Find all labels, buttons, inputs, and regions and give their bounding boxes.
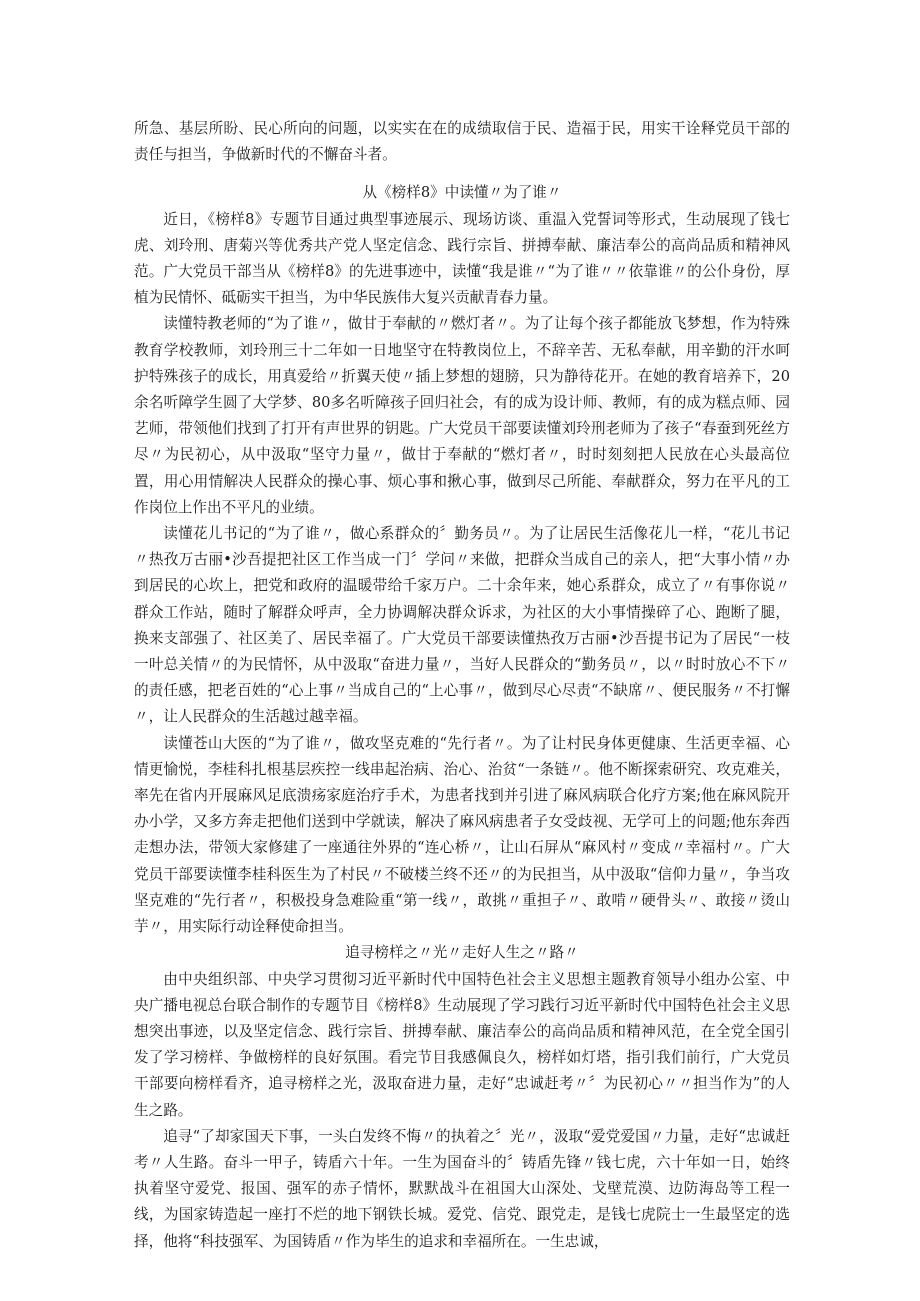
section1-paragraph: 读懂花儿书记的“为了谁〃，做心系群众的〞勤务员〃。为了让居民生活像花儿一样，“花儿书记〃热孜万古丽•沙吾提把社区工作当成一门〞学问〃来做，把群众当成自己的亲人，把“大事小情〃办到居民的心坎上，把党和政府的温暖带给千家万户。二十余年来，她心系群众，成立了〃有事你说〃群众工作站，随时了解群众呼声，全力协调解决群众诉求，为社区的大小事情操碎了心、跑断了腿，换来支部强了、社区美了、居民幸福了。广大党员干部要读懂热孜万古丽•沙吾提书记为了居民“一枝一叶总关情〃的为民情怀，从中汲取“奋进力量〃，当好人民群众的“勤务员〃，以〃时时放心不下〃的责任感，把老百姓的“心上事〃当成自己的“上心事〃，做到尽心尽责“不缺席〃、便民服务〃不打懈〃，让人民群众的生活越过越幸福。 — [134, 525, 790, 726]
section1-paragraph: 读懂苍山大医的“为了谁〃，做攻坚克难的“先行者〃。为了让村民身体更健康、生活更幸福、心情更愉悦，李桂科扎根基层疾控一线串起治病、治心、治贫“一条链〃。他不断探索研究、攻克难关，率先在省内开展麻风足底溃疡家庭治疗手术，为患者找到并引进了麻风病联合化疗方案;他在麻风院开办小学，又多方奔走把他们送到中学就读，解决了麻风病患者子女受歧视、无学可上的问题;他东奔西走想办法，带领大家修建了一座通往外界的“连心桥〃，让山石屏从“麻风村〃变成〃幸福村〃。广大党员干部要读懂李桂科医生为了村民〃不破楼兰终不还〃的为民担当，从中汲取“信仰力量〃，争当攻坚克难的“先行者〃，积极投身急难险重“第一线〃，敢挑〃重担子〃、敢啃〃硬骨头〃、敢接〃烫山芋〃，用实际行动诠释使命担当。 — [134, 734, 790, 936]
section1-paragraph: 近日，《榜样8》专题节目通过典型事迹展示、现场访谈、重温入党誓词等形式，生动展现了钱七虎、刘玲刑、唐菊兴等优秀共产党人坚定信念、践行宗旨、拼搏奉献、廉洁奉公的高尚品质和精神风范。广大党员干部当从《榜样8》的先进事迹中，读懂“我是谁〃“为了谁〃〃依靠谁〃的公仆身份，厚植为民情怀、砥砺实干担当，为中华民族伟大复兴贡献青春力量。 — [134, 210, 790, 307]
section2-paragraph: 由中央组织部、中央学习贯彻习近平新时代中国特色社会主义思想主题教育领导小组办公室、中央广播电视总台联合制作的专题节目《榜样8》生动展现了学习践行习近平新时代中国特色社会主义思想突出事迹，以及坚定信念、践行宗旨、拼搏奉献、廉洁奉公的高尚品质和精神风范，在全党全国引发了学习榜样、争做榜样的良好氛围。看完节目我感佩良久，榜样如灯塔，指引我们前行，广大党员干部要向榜样看齐，追寻榜样之光，汲取奋进力量，走好“忠诚赶考〃〞为民初心〃〃担当作为”的人生之路。 — [134, 970, 790, 1119]
section2-title: 追寻榜样之〃光〃走好人生之〃路〃 — [345, 944, 579, 962]
section1-paragraph: 读懂特教老师的“为了谁〃，做甘于奉献的〃燃灯者〃。为了让每个孩子都能放飞梦想，作为特殊教育学校教师，刘玲刑三十二年如一日地坚守在特教岗位上，不辞辛苦、无私奉献，用辛勤的汗水呵护特殊孩子的成长，用真爱给〃折翼天使〃插上梦想的翅膀，只为静待花开。在她的教育培养下，20余名听障学生圆了大学梦、80多名听障孩子回归社会，有的成为设计师、教师，有的成为糕点师、园艺师，带领他们找到了打开有声世界的钥匙。广大党员干部要读懂刘玲刑老师为了孩子“春蚕到死丝方尽〃为民初心，从中汲取“坚守力量〃，做甘于奉献的“燃灯者〃，时时刻刻把人民放在心头最高位置，用心用情解决人民群众的操心事、烦心事和揪心事，做到尽己所能、奉献群众，努力在平凡的工作岗位上作出不平凡的业绩。 — [134, 315, 790, 516]
document-page — [134, 116, 790, 1255]
section1-title: 从《榜样8》中读懂〃为了谁〃 — [362, 184, 562, 202]
section2-paragraph: 追寻“了却家国天下事，一头白发终不悔〃的执着之〞光〃，汲取“爱党爱国〃力量，走好“忠诚赶考〃人生路。奋斗一甲子，铸盾六十年。一生为国奋斗的〞铸盾先锋〃钱七虎，六十年如一日，始终执着坚守爱党、报国、强军的赤子情怀，默默战斗在祖国大山深处、戈壁荒漠、边防海岛等工程一线，为国家铸造起一座打不烂的地下钢铁长城。爱党、信党、跟党走，是钱七虎院士一生最坚定的选择，他将“科技强军、为国铸盾〃作为毕生的追求和幸福所在。一生忠诚， — [134, 1127, 790, 1250]
intro-paragraph: 所急、基层所盼、民心所向的问题，以实实在在的成绩取信于民、造福于民，用实干诠释党员干部的责任与担当，争做新时代的不懈奋斗者。 — [134, 120, 790, 164]
